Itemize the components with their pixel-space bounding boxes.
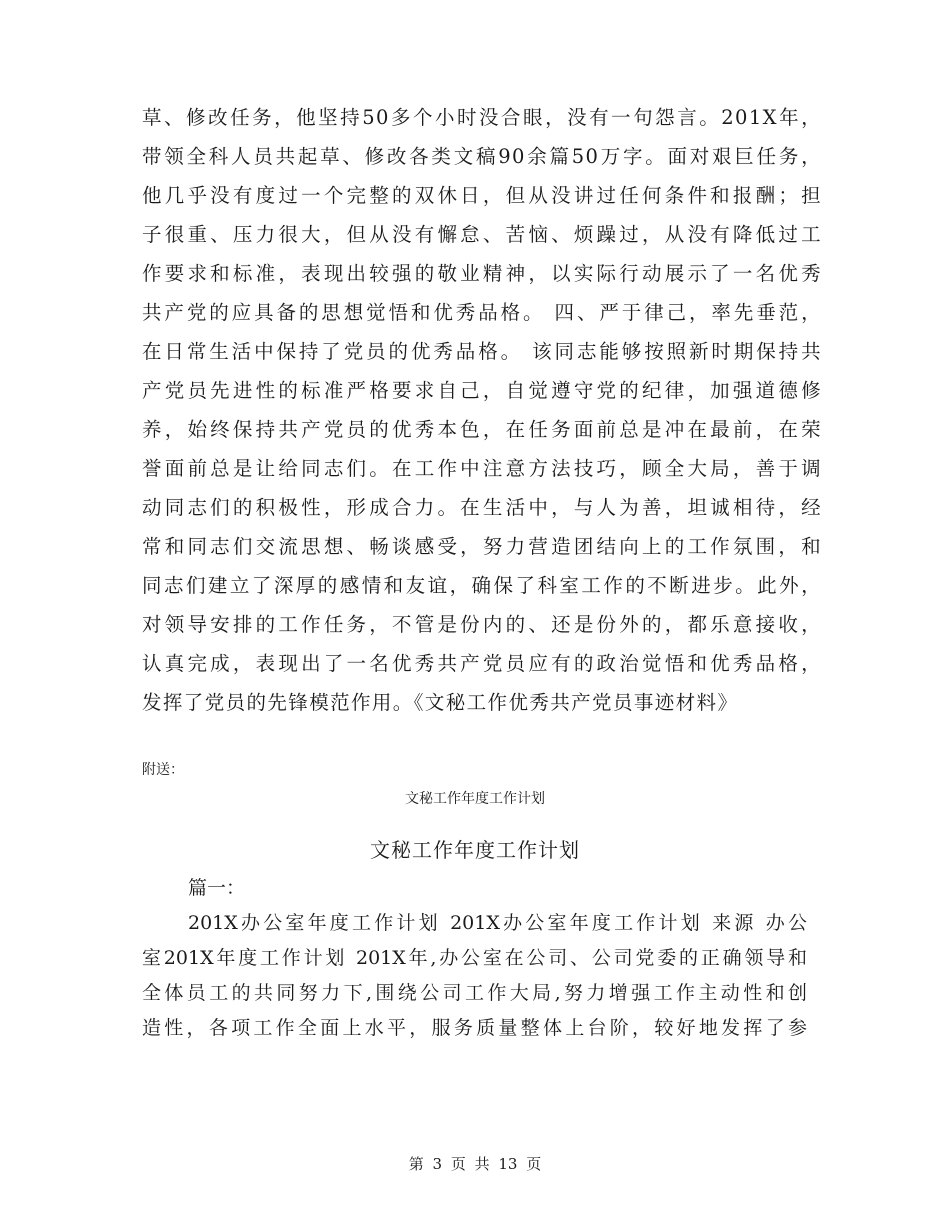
plan-line: 全体员工的共同努力下,围绕公司工作大局,努力增强工作主动性和创 — [142, 982, 807, 1004]
body-line: 草、修改任务，他坚持50多个小时没合眼，没有一句怨言。201X年， — [142, 106, 822, 129]
body-line: 产党员先进性的标准严格要求自己，自觉遵守党的纪律，加强道德修 — [142, 379, 822, 402]
body-line: 作要求和标准，表现出较强的敬业精神，以实际行动展示了一名优秀 — [142, 262, 822, 285]
body-line: 发挥了党员的先锋模范作用。《文秘工作优秀共产党员事迹材料》 — [142, 691, 739, 714]
plan-text — [142, 871, 807, 1046]
plan-line: 篇一： — [188, 877, 246, 899]
body-line: 动同志们的积极性，形成合力。在生活中，与人为善，坦诚相待，经 — [142, 496, 822, 519]
body-line: 他几乎没有度过一个完整的双休日，但从没讲过任何条件和报酬；担 — [142, 184, 822, 207]
attachment-label: 附送： — [142, 762, 184, 778]
body-line: 子很重、压力很大，但从没有懈怠、苦恼、烦躁过，从没有降低过工 — [142, 223, 822, 246]
body-line: 同志们建立了深厚的感情和友谊，确保了科室工作的不断进步。此外， — [142, 574, 822, 597]
plan-line: 室201X年度工作计划 201X年,办公室在公司、公司党委的正确领导和 — [142, 947, 807, 969]
attachment-title: 文秘工作年度工作计划 — [405, 791, 545, 807]
plan-line: 造性，各项工作全面上水平，服务质量整体上台阶，较好地发挥了参 — [142, 1017, 807, 1039]
body-line: 带领全科人员共起草、修改各类文稿90余篇50万字。面对艰巨任务， — [142, 145, 822, 168]
body-text — [142, 98, 822, 722]
plan-line: 201X办公室年度工作计划 201X办公室年度工作计划 来源 办公 — [188, 912, 807, 934]
body-line: 誉面前总是让给同志们。在工作中注意方法技巧，顾全大局，善于调 — [142, 457, 822, 480]
page-footer: 第 3 页 共 13 页 — [408, 1155, 542, 1173]
body-line: 共产党的应具备的思想觉悟和优秀品格。 四、严于律己，率先垂范， — [142, 301, 822, 324]
body-line: 对领导安排的工作任务，不管是份内的、还是份外的，都乐意接收， — [142, 613, 822, 636]
body-line: 常和同志们交流思想、畅谈感受，努力营造团结向上的工作氛围，和 — [142, 535, 822, 558]
body-line: 认真完成，表现出了一名优秀共产党员应有的政治觉悟和优秀品格， — [142, 652, 822, 675]
body-line: 养，始终保持共产党员的优秀本色，在任务面前总是冲在最前，在荣 — [142, 418, 822, 441]
plan-title: 文秘工作年度工作计划 — [370, 838, 580, 862]
body-line: 在日常生活中保持了党员的优秀品格。 该同志能够按照新时期保持共 — [142, 340, 822, 363]
